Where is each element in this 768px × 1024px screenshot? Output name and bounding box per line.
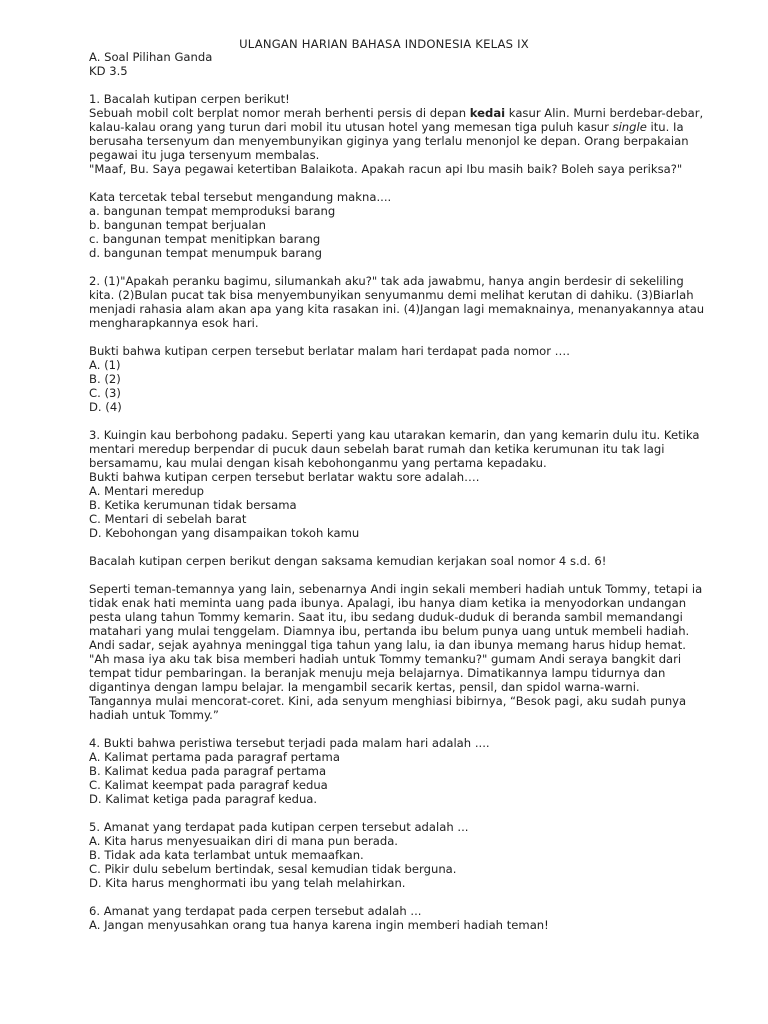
q2-line: mengharapkannya esok hari. xyxy=(89,316,259,330)
question-1 xyxy=(89,92,704,260)
passage-line: digantinya dengan lampu belajar. Ia mengambil secarik kertas, pensil, dan spidol warna-warni. xyxy=(89,680,640,694)
q1-option: b. bangunan tempat berjualan xyxy=(89,218,267,232)
q4-option: D. Kalimat ketiga pada paragraf kedua. xyxy=(89,792,318,806)
q4-question: 4. Bukti bahwa peristiwa tersebut terjadi pada malam hari adalah .... xyxy=(89,736,490,750)
q2-line: 2. (1)"Apakah peranku bagimu, silumankah aku?" tak ada jawabmu, hanya angin berdesir di sekeliling xyxy=(89,274,684,288)
q1-line: Sebuah mobil colt berplat nomor merah berhenti persis di depan kedai kasur Alin. Murni berdebar-debar, xyxy=(89,106,704,120)
q1-option: a. bangunan tempat memproduksi barang xyxy=(89,204,336,218)
q1-line: berusaha tersenyum dan menyembunyikan giginya yang terlalu menonjol ke depan. Orang berpakaian xyxy=(89,134,689,148)
passage-line: "Ah masa iya aku tak bisa memberi hadiah untuk Tommy temanku?" gumam Andi seraya bangkit dari xyxy=(89,652,682,666)
q1-line: kalau-kalau orang yang turun dari mobil itu utusan hotel yang memesan tiga puluh kasur single itu. Ia xyxy=(89,120,684,134)
q3-line: 3. Kuingin kau berbohong padaku. Seperti yang kau utarakan kemarin, dan yang kemarin dulu itu. Ketika xyxy=(89,428,700,442)
q6-question: 6. Amanat yang terdapat pada cerpen tersebut adalah ... xyxy=(89,904,422,918)
q1-question: Kata tercetak tebal tersebut mengandung makna.... xyxy=(89,190,392,204)
bold-word: kedai xyxy=(469,106,506,120)
q4-option: A. Kalimat pertama pada paragraf pertama xyxy=(89,750,340,764)
q1-line: 1. Bacalah kutipan cerpen berikut! xyxy=(89,92,290,106)
q3-line: mentari meredup berpendar di pucuk daun sebelah barat rumah dan ketika kerumunan itu tak lagi xyxy=(89,442,665,456)
q2-option: D. (4) xyxy=(89,400,122,414)
q2-option: A. (1) xyxy=(89,358,121,372)
passage-line: Tangannya mulai mencorat-coret. Kini, ada senyum menghiasi bibirnya, “Besok pagi, aku sudah punya xyxy=(89,694,687,708)
question-3 xyxy=(89,428,700,540)
q2-line: menjadi rahasia alam akan apa yang kita rasakan ini. (4)Jangan lagi memaknainya, menanyakannya atau xyxy=(89,302,705,316)
q5-option: B. Tidak ada kata terlambat untuk memaafkan. xyxy=(89,848,364,862)
q1-line: pegawai itu juga tersenyum membalas. xyxy=(89,148,320,162)
passage-line: Seperti teman-temannya yang lain, sebenarnya Andi ingin sekali memberi hadiah untuk Tommy, tetapi ia xyxy=(89,582,703,596)
q2-question: Bukti bahwa kutipan cerpen tersebut berlatar malam hari terdapat pada nomor …. xyxy=(89,344,570,358)
q1-option: c. bangunan tempat menitipkan barang xyxy=(89,232,321,246)
question-4 xyxy=(89,736,681,806)
reading-instruction: Bacalah kutipan cerpen berikut dengan saksama kemudian kerjakan soal nomor 4 s.d. 6! xyxy=(89,554,607,568)
question-2 xyxy=(89,274,705,414)
section-heading: A. Soal Pilihan Ganda xyxy=(89,50,213,64)
question-6 xyxy=(89,904,681,932)
q5-option: C. Pikir dulu sebelum bertindak, sesal kemudian tidak berguna. xyxy=(89,862,457,876)
q2-option: C. (3) xyxy=(89,386,121,400)
passage-line: matahari yang mulai tenggelam. Diamnya ibu, pertanda ibu belum punya uang untuk membeli hadiah. xyxy=(89,624,690,638)
question-5 xyxy=(89,820,681,890)
passage-line: pesta ulang tahun Tommy kemarin. Saat itu, ibu sedang duduk-duduk di beranda sambil memandangi xyxy=(89,610,683,624)
q6-option: A. Jangan menyusahkan orang tua hanya karena ingin memberi hadiah teman! xyxy=(89,918,549,932)
q4-option: C. Kalimat keempat pada paragraf kedua xyxy=(89,778,328,792)
q2-option: B. (2) xyxy=(89,372,121,386)
italic-word: single xyxy=(612,120,647,134)
story-passage xyxy=(89,582,703,722)
q3-line: bersamamu, kau mulai dengan kisah kebohonganmu yang pertama kepadaku. xyxy=(89,456,547,470)
passage-line: hadiah untuk Tommy.” xyxy=(89,708,219,722)
q4-option: B. Kalimat kedua pada paragraf pertama xyxy=(89,764,327,778)
q3-line: Bukti bahwa kutipan cerpen tersebut berlatar waktu sore adalah…. xyxy=(89,470,480,484)
passage-line: tempat tidur pembaringan. Ia beranjak menuju meja belajarnya. Dimatikannya lampu tidurnya dan xyxy=(89,666,666,680)
document-body xyxy=(89,50,705,932)
q5-option: D. Kita harus menghormati ibu yang telah melahirkan. xyxy=(89,876,406,890)
q3-option: B. Ketika kerumunan tidak bersama xyxy=(89,498,297,512)
q5-question: 5. Amanat yang terdapat pada kutipan cerpen tersebut adalah ... xyxy=(89,820,469,834)
q5-option: A. Kita harus menyesuaikan diri di mana pun berada. xyxy=(89,834,398,848)
q2-line: kita. (2)Bulan pucat tak bisa menyembunyikan senyumanmu demi melihat kerutan di dahiku. (3)Biarlah xyxy=(89,288,694,302)
competency-code: KD 3.5 xyxy=(89,64,128,78)
q1-option: d. bangunan tempat menumpuk barang xyxy=(89,246,322,260)
passage-line: tidak enak hati meminta uang pada ibunya. Apalagi, ibu hanya diam ketika ia menyodorkan undangan xyxy=(89,596,687,610)
passage-line: Andi sadar, sejak ayahnya meninggal tiga tahun yang lalu, ia dan ibunya memang harus hidup hemat. xyxy=(89,638,686,652)
document-title: ULANGAN HARIAN BAHASA INDONESIA KELAS IX xyxy=(239,37,529,51)
q3-option: A. Mentari meredup xyxy=(89,484,205,498)
q3-option: C. Mentari di sebelah barat xyxy=(89,512,247,526)
q1-line: "Maaf, Bu. Saya pegawai ketertiban Balaikota. Apakah racun api Ibu masih baik? Boleh saya periksa?" xyxy=(89,162,683,176)
q3-option: D. Kebohongan yang disampaikan tokoh kamu xyxy=(89,526,360,540)
